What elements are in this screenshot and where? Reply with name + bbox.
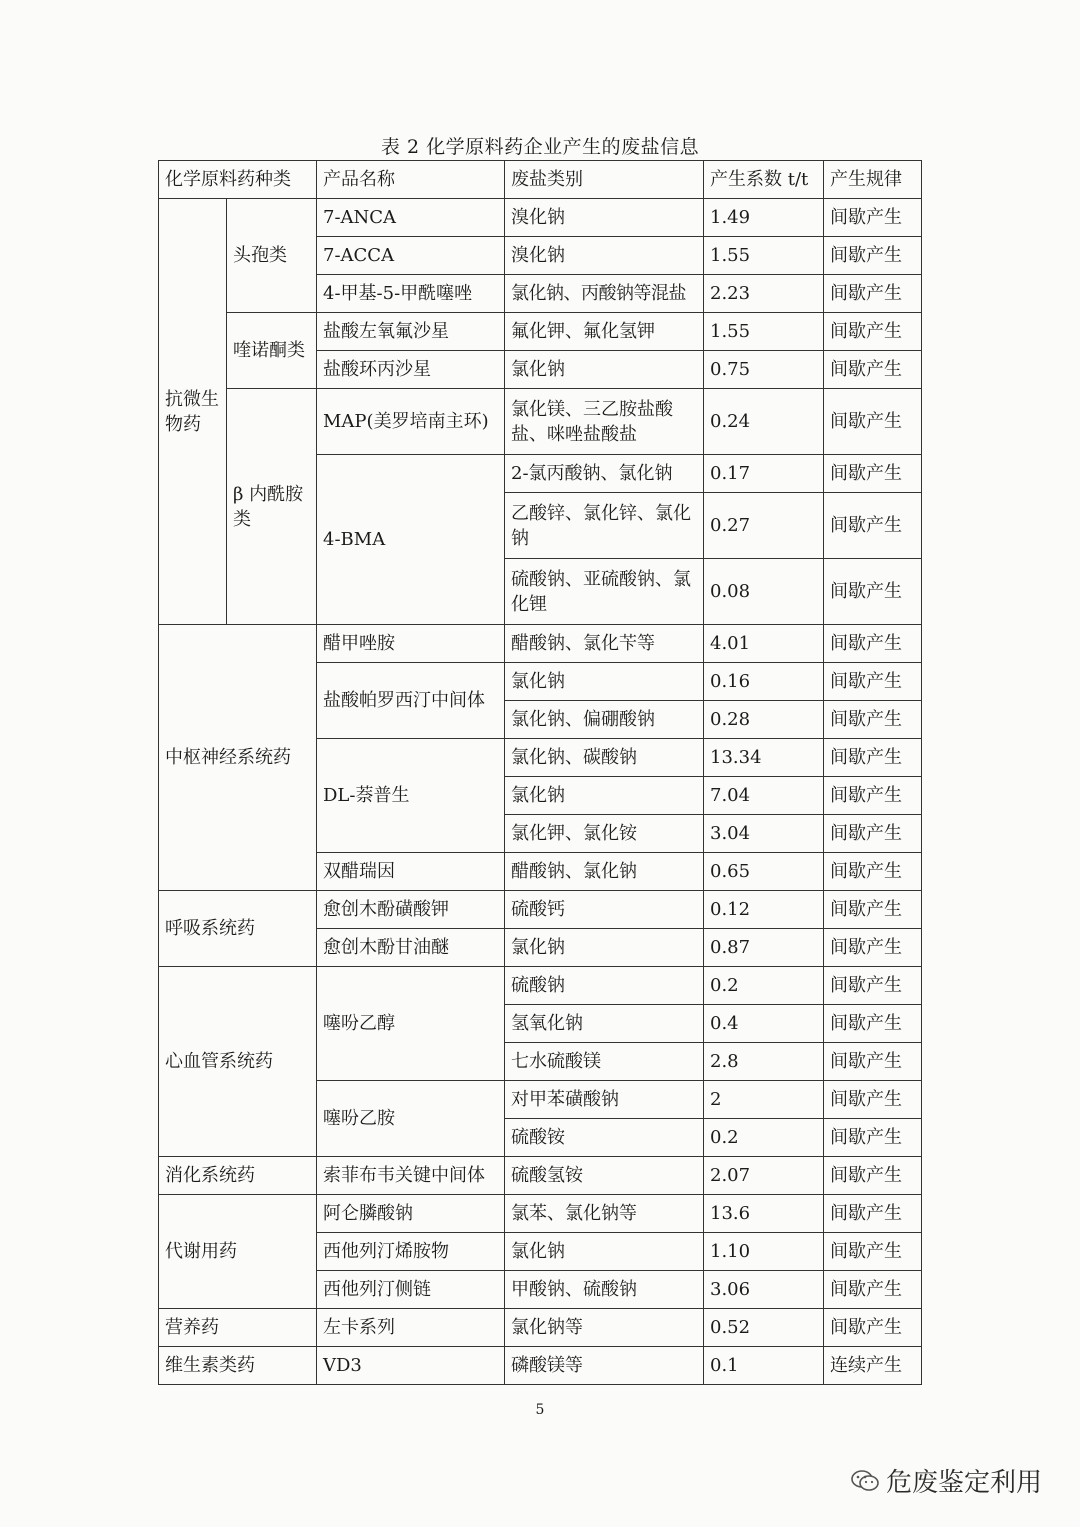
table-row xyxy=(159,1309,922,1347)
pattern-cell: 间歇产生 xyxy=(824,967,922,1005)
product-cell: 西他列汀侧链 xyxy=(317,1271,505,1309)
coef-cell: 13.6 xyxy=(704,1195,824,1233)
salt-cell: 甲酸钠、硫酸钠 xyxy=(505,1271,704,1309)
table-row xyxy=(159,199,922,237)
pattern-cell: 间歇产生 xyxy=(824,853,922,891)
header-coefficient: 产生系数 t/t xyxy=(704,161,824,199)
table-title: 表 2 化学原料药企业产生的废盐信息 xyxy=(380,136,700,158)
pattern-cell: 间歇产生 xyxy=(824,389,922,455)
salt-cell: 氯化钠等 xyxy=(505,1309,704,1347)
coef-cell: 0.75 xyxy=(704,351,824,389)
salt-cell: 氯化钠 xyxy=(505,663,704,701)
pattern-cell: 间歇产生 xyxy=(824,891,922,929)
pattern-cell: 连续产生 xyxy=(824,1347,922,1385)
coef-cell: 0.4 xyxy=(704,1005,824,1043)
coef-cell: 2.23 xyxy=(704,275,824,313)
salt-cell: 溴化钠 xyxy=(505,199,704,237)
salt-cell: 氯化钠 xyxy=(505,1233,704,1271)
pattern-cell: 间歇产生 xyxy=(824,275,922,313)
pattern-cell: 间歇产生 xyxy=(824,455,922,493)
coef-cell: 2.07 xyxy=(704,1157,824,1195)
product-cell: 4-BMA xyxy=(317,455,505,625)
table-row xyxy=(159,1347,922,1385)
category-cell: 维生素类药 xyxy=(159,1347,317,1385)
pattern-cell: 间歇产生 xyxy=(824,1043,922,1081)
salt-cell: 硫酸氢铵 xyxy=(505,1157,704,1195)
pattern-cell: 间歇产生 xyxy=(824,929,922,967)
coef-cell: 0.12 xyxy=(704,891,824,929)
table-row xyxy=(159,1195,922,1233)
table-header-row xyxy=(159,161,922,199)
pattern-cell: 间歇产生 xyxy=(824,199,922,237)
pattern-cell: 间歇产生 xyxy=(824,559,922,625)
pattern-cell: 间歇产生 xyxy=(824,663,922,701)
product-cell: 噻吩乙醇 xyxy=(317,967,505,1081)
product-cell: 盐酸左氧氟沙星 xyxy=(317,313,505,351)
coef-cell: 7.04 xyxy=(704,777,824,815)
coef-cell: 3.06 xyxy=(704,1271,824,1309)
pattern-cell: 间歇产生 xyxy=(824,1119,922,1157)
coef-cell: 1.49 xyxy=(704,199,824,237)
salt-cell: 氢氧化钠 xyxy=(505,1005,704,1043)
header-product: 产品名称 xyxy=(317,161,505,199)
pattern-cell: 间歇产生 xyxy=(824,777,922,815)
pattern-cell: 间歇产生 xyxy=(824,493,922,559)
coef-cell: 0.2 xyxy=(704,1119,824,1157)
product-cell: 7-ACCA xyxy=(317,237,505,275)
product-cell: 左卡系列 xyxy=(317,1309,505,1347)
page-number: 5 xyxy=(535,1402,545,1418)
salt-cell: 2-氯丙酸钠、氯化钠 xyxy=(505,455,704,493)
salt-cell: 醋酸钠、氯化苄等 xyxy=(505,625,704,663)
table-row xyxy=(159,625,922,663)
pattern-cell: 间歇产生 xyxy=(824,1233,922,1271)
product-cell: 阿仑膦酸钠 xyxy=(317,1195,505,1233)
salt-cell: 磷酸镁等 xyxy=(505,1347,704,1385)
product-cell: DL-萘普生 xyxy=(317,739,505,853)
product-cell: 盐酸环丙沙星 xyxy=(317,351,505,389)
product-cell: 索菲布韦关键中间体 xyxy=(317,1157,505,1195)
product-cell: 西他列汀烯胺物 xyxy=(317,1233,505,1271)
coef-cell: 0.24 xyxy=(704,389,824,455)
product-cell: VD3 xyxy=(317,1347,505,1385)
coef-cell: 2 xyxy=(704,1081,824,1119)
pattern-cell: 间歇产生 xyxy=(824,739,922,777)
product-cell: 双醋瑞因 xyxy=(317,853,505,891)
product-cell: MAP(美罗培南主环) xyxy=(317,389,505,455)
coef-cell: 1.10 xyxy=(704,1233,824,1271)
watermark-text: 危废鉴定利用 xyxy=(886,1468,1043,1498)
pattern-cell: 间歇产生 xyxy=(824,1005,922,1043)
coef-cell: 2.8 xyxy=(704,1043,824,1081)
pattern-cell: 间歇产生 xyxy=(824,237,922,275)
coef-cell: 0.52 xyxy=(704,1309,824,1347)
salt-cell: 氯化钾、氯化铵 xyxy=(505,815,704,853)
pattern-cell: 间歇产生 xyxy=(824,815,922,853)
table-row xyxy=(159,967,922,1005)
pattern-cell: 间歇产生 xyxy=(824,625,922,663)
category-cell: 呼吸系统药 xyxy=(159,891,317,967)
category-cell: 抗微生物药 xyxy=(159,199,227,625)
salt-cell: 乙酸锌、氯化锌、氯化钠 xyxy=(505,493,704,559)
coef-cell: 1.55 xyxy=(704,313,824,351)
salt-cell: 硫酸钠、亚硫酸钠、氯化锂 xyxy=(505,559,704,625)
category-cell: 代谢用药 xyxy=(159,1195,317,1309)
coef-cell: 3.04 xyxy=(704,815,824,853)
product-cell: 7-ANCA xyxy=(317,199,505,237)
salt-cell: 氟化钾、氟化氢钾 xyxy=(505,313,704,351)
salt-cell: 硫酸钠 xyxy=(505,967,704,1005)
coef-cell: 4.01 xyxy=(704,625,824,663)
salt-cell: 氯化钠、丙酸钠等混盐 xyxy=(505,275,704,313)
coef-cell: 0.28 xyxy=(704,701,824,739)
table-row xyxy=(159,389,922,455)
coef-cell: 0.27 xyxy=(704,493,824,559)
category-cell: 营养药 xyxy=(159,1309,317,1347)
pattern-cell: 间歇产生 xyxy=(824,1157,922,1195)
coef-cell: 1.55 xyxy=(704,237,824,275)
salt-cell: 氯苯、氯化钠等 xyxy=(505,1195,704,1233)
salt-cell: 氯化钠、碳酸钠 xyxy=(505,739,704,777)
subcategory-cell: 喹诺酮类 xyxy=(227,313,317,389)
pattern-cell: 间歇产生 xyxy=(824,1271,922,1309)
table-row xyxy=(159,313,922,351)
pattern-cell: 间歇产生 xyxy=(824,313,922,351)
salt-cell: 硫酸铵 xyxy=(505,1119,704,1157)
product-cell: 4-甲基-5-甲酰噻唑 xyxy=(317,275,505,313)
category-cell: 消化系统药 xyxy=(159,1157,317,1195)
salt-cell: 氯化钠、偏硼酸钠 xyxy=(505,701,704,739)
waste-salt-table xyxy=(158,160,922,1385)
pattern-cell: 间歇产生 xyxy=(824,1081,922,1119)
coef-cell: 0.65 xyxy=(704,853,824,891)
subcategory-cell: 头孢类 xyxy=(227,199,317,313)
coef-cell: 0.17 xyxy=(704,455,824,493)
category-cell: 中枢神经系统药 xyxy=(159,625,317,891)
product-cell: 愈创木酚磺酸钾 xyxy=(317,891,505,929)
coef-cell: 13.34 xyxy=(704,739,824,777)
product-cell: 噻吩乙胺 xyxy=(317,1081,505,1157)
coef-cell: 0.87 xyxy=(704,929,824,967)
pattern-cell: 间歇产生 xyxy=(824,701,922,739)
salt-cell: 对甲苯磺酸钠 xyxy=(505,1081,704,1119)
wechat-icon xyxy=(850,1468,880,1494)
coef-cell: 0.2 xyxy=(704,967,824,1005)
table-row xyxy=(159,1157,922,1195)
table-row xyxy=(159,891,922,929)
salt-cell: 氯化钠 xyxy=(505,929,704,967)
salt-cell: 醋酸钠、氯化钠 xyxy=(505,853,704,891)
product-cell: 盐酸帕罗西汀中间体 xyxy=(317,663,505,739)
coef-cell: 0.16 xyxy=(704,663,824,701)
pattern-cell: 间歇产生 xyxy=(824,1309,922,1347)
salt-cell: 氯化钠 xyxy=(505,351,704,389)
category-cell: 心血管系统药 xyxy=(159,967,317,1157)
salt-cell: 氯化钠 xyxy=(505,777,704,815)
salt-cell: 溴化钠 xyxy=(505,237,704,275)
product-cell: 醋甲唑胺 xyxy=(317,625,505,663)
pattern-cell: 间歇产生 xyxy=(824,1195,922,1233)
header-category: 化学原料药种类 xyxy=(159,161,317,199)
watermark xyxy=(850,1462,1042,1499)
coef-cell: 0.1 xyxy=(704,1347,824,1385)
product-cell: 愈创木酚甘油醚 xyxy=(317,929,505,967)
pattern-cell: 间歇产生 xyxy=(824,351,922,389)
salt-cell: 七水硫酸镁 xyxy=(505,1043,704,1081)
salt-cell: 氯化镁、三乙胺盐酸盐、咪唑盐酸盐 xyxy=(505,389,704,455)
salt-cell: 硫酸钙 xyxy=(505,891,704,929)
header-pattern: 产生规律 xyxy=(824,161,922,199)
coef-cell: 0.08 xyxy=(704,559,824,625)
header-salt-type: 废盐类别 xyxy=(505,161,704,199)
subcategory-cell: β 内酰胺类 xyxy=(227,389,317,625)
